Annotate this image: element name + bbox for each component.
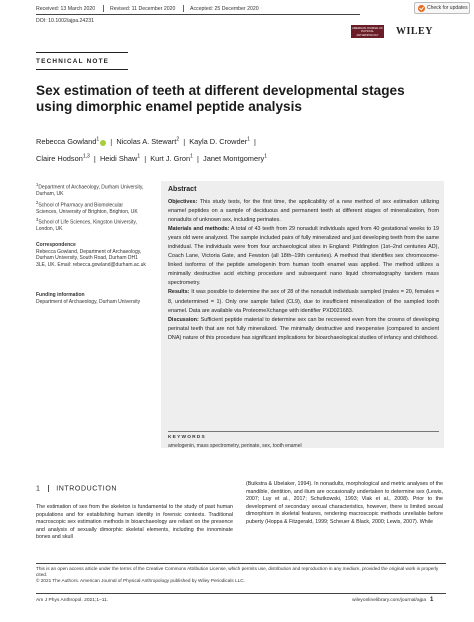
affiliation-item: $^1$Department of Archaeology, Durham University, Durham, UK — [36, 182, 144, 198]
affiliation-item: $^2$School of Pharmacy and Biomolecular Sciences, University of Brighton, Brighton, UK — [36, 199, 138, 215]
doi[interactable]: DOI: 10.1002/ajpa.24231 — [36, 18, 94, 24]
page-number: 1 — [430, 597, 434, 603]
keywords-rule — [168, 431, 439, 432]
journal-citation: Am J Phys Anthropol. 2021;1–11. — [36, 598, 109, 603]
abstract-methods: Materials and methods: A total of 43 teeth from 29 nonadult individuals aged from 40 gestational weeks to 19 years old were analyzed. The sample included pairs of fully mineralized and just developing teeth from the same individual. The individuals were from four archaeological sites in England: Piddington (1st–2nd centuries AD), Coach Lane, Victoria Gate, and Fewston (all 18th–19th centuries). A method that identifies sex chromosome-linked isoforms of the peptide amelogenin from human tooth enamel was applied. The method utilizes a minimally destructive acid etching procedure and subsequent nano liquid chromatography tandem mass spectrometry. — [168, 226, 439, 287]
abstract-heading: Abstract — [168, 186, 197, 193]
author-list: Rebecca Gowland$^1$ | Nicolas A. Stewart$^2$ | Kayla D. Crowder$^1$ | Claire Hodson$^{1,3}$ | Heidi Shaw$^1$ | Kurt J. Gron$^1$ | Janet Montgomery$^1$ — [36, 137, 268, 164]
check-for-updates-label: Check for updates — [427, 5, 468, 11]
author-name[interactable]: Claire Hodson$^{1,3}$ — [36, 153, 90, 164]
funding — [36, 292, 146, 305]
funding-label: Funding information — [36, 292, 85, 298]
correspondence — [36, 242, 146, 268]
keywords-list: amelogenin, mass spectrometry, perinate, sex, tooth enamel — [168, 443, 302, 449]
intro-left-column: The estimation of sex from the skeleton is fundamental to the study of past human populations and for establishing human identity in forensic contexts. Traditional macroscopic sex estimation methods in bioarchaeology are reliant on the presence and analysis of sexually dimorphic skeletal elements, including the innominate bones and skull — [36, 504, 233, 541]
copyright-note: © 2021 The Authors. American Journal of Physical Anthropology published by Wiley Periodicals LLC. — [36, 577, 245, 583]
abstract-body — [168, 198, 439, 343]
accepted-date: Accepted: 25 December 2020 — [190, 6, 259, 12]
license-note: This is an open access article under the terms of the Creative Commons Attribution License, which permits use, distribution and reproduction in any medium, provided the original work is properly cited. — [36, 566, 439, 577]
footer-rule — [36, 593, 446, 594]
affiliations — [36, 182, 146, 233]
section-rule — [36, 52, 128, 53]
author-name[interactable]: Kurt J. Gron$^1$ — [150, 153, 193, 164]
journal-url[interactable]: wileyonlinelibrary.com/journal/ajpa — [352, 598, 427, 603]
footnote-rule — [36, 563, 446, 564]
author-name[interactable]: Kayla D. Crowder$^1$ — [189, 137, 250, 147]
article-type: TECHNICAL NOTE — [36, 58, 110, 65]
license-footnote — [36, 566, 446, 584]
correspondence-label: Correspondence — [36, 242, 76, 248]
header-divider — [183, 5, 184, 12]
affiliation-item: $^3$School of Life Sciences, Kingston University, London, UK — [36, 217, 137, 233]
section-number: 1 — [36, 485, 41, 493]
header-divider — [103, 5, 104, 12]
section-rule — [36, 69, 128, 70]
abstract-objectives: Objectives: This study tests, for the first time, the applicability of a new method of sex estimation utilizing enamel peptides on a sample of deciduous and permanent teeth at different stages of mineralization, from nonadults of unknown sex, including perinates. — [168, 199, 439, 224]
orcid-icon[interactable] — [100, 140, 106, 146]
intro-right-column: (Buikstra & Ubelaker, 1994). In nonadults, morphological and metric analyses of the mandible, dentition, and ilium are occasionally undertaken to determine sex (Lewis, 2007; Luy et al., 2017; Schutkowski, 1993; Vlak et al., 2008). Prior to the development of secondary sexual characteristics, however, there is limited sexual dimorphism in skeletal features, rendering macroscopic methods unreliable before puberty (Hoppa & Fitzgerald, 1999; Scheuer & Black, 2000; Lewis, 2007). While — [246, 481, 443, 525]
check-icon — [418, 5, 425, 12]
author-name[interactable]: Janet Montgomery$^1$ — [203, 153, 268, 164]
check-for-updates-button[interactable] — [414, 2, 470, 14]
funding-text: Department of Archaeology, Durham University — [36, 298, 141, 305]
author-name[interactable]: Nicolas A. Stewart$^2$ — [116, 137, 180, 147]
keywords-heading: KEYWORDS — [168, 435, 206, 440]
journal-logo: AMERICAN JOURNAL OF PHYSICAL ANTHROPOLOGY — [352, 27, 383, 37]
header-rule — [36, 14, 360, 15]
correspondence-text: Rebecca Gowland, Department of Archaeology, Durham University, South Road, Durham DH1 3LE, UK. Email: rebecca.gowland@durham.ac.uk — [36, 248, 146, 268]
article-title: Sex estimation of teeth at different developmental stages using dimorphic enamel peptide analysis — [36, 83, 405, 114]
abstract-results: Results: It was possible to determine the sex of 28 of the nonadult individuals sampled (males = 20, females = 8, undetermined = 1). Only one sample failed (CL9), due to insufficient mineralization of the sampled tooth enamel. Data are available via ProteomeXchange with identifier PXD021683. — [168, 289, 439, 314]
section-title: INTRODUCTION — [56, 485, 118, 493]
received-date: Received: 13 March 2020 — [36, 6, 96, 12]
revised-date: Revised: 11 December 2020 — [110, 6, 176, 12]
author-name[interactable]: Heidi Shaw$^1$ — [99, 153, 141, 164]
publisher-logo: WILEY — [396, 26, 433, 37]
abstract-discussion: Discussion: Sufficient peptide material to determine sex can be recovered even from the crowns of developing perinatal teeth that are not fully mineralized. The minimally destructive and inexpensive (compared to ancient DNA) nature of this procedure has significant implications for bioarchaeological studies of infancy and childhood. — [168, 316, 440, 341]
heading-divider — [48, 485, 49, 492]
author-name[interactable]: Rebecca Gowland$^1$ — [36, 137, 100, 147]
section-heading — [36, 485, 117, 492]
